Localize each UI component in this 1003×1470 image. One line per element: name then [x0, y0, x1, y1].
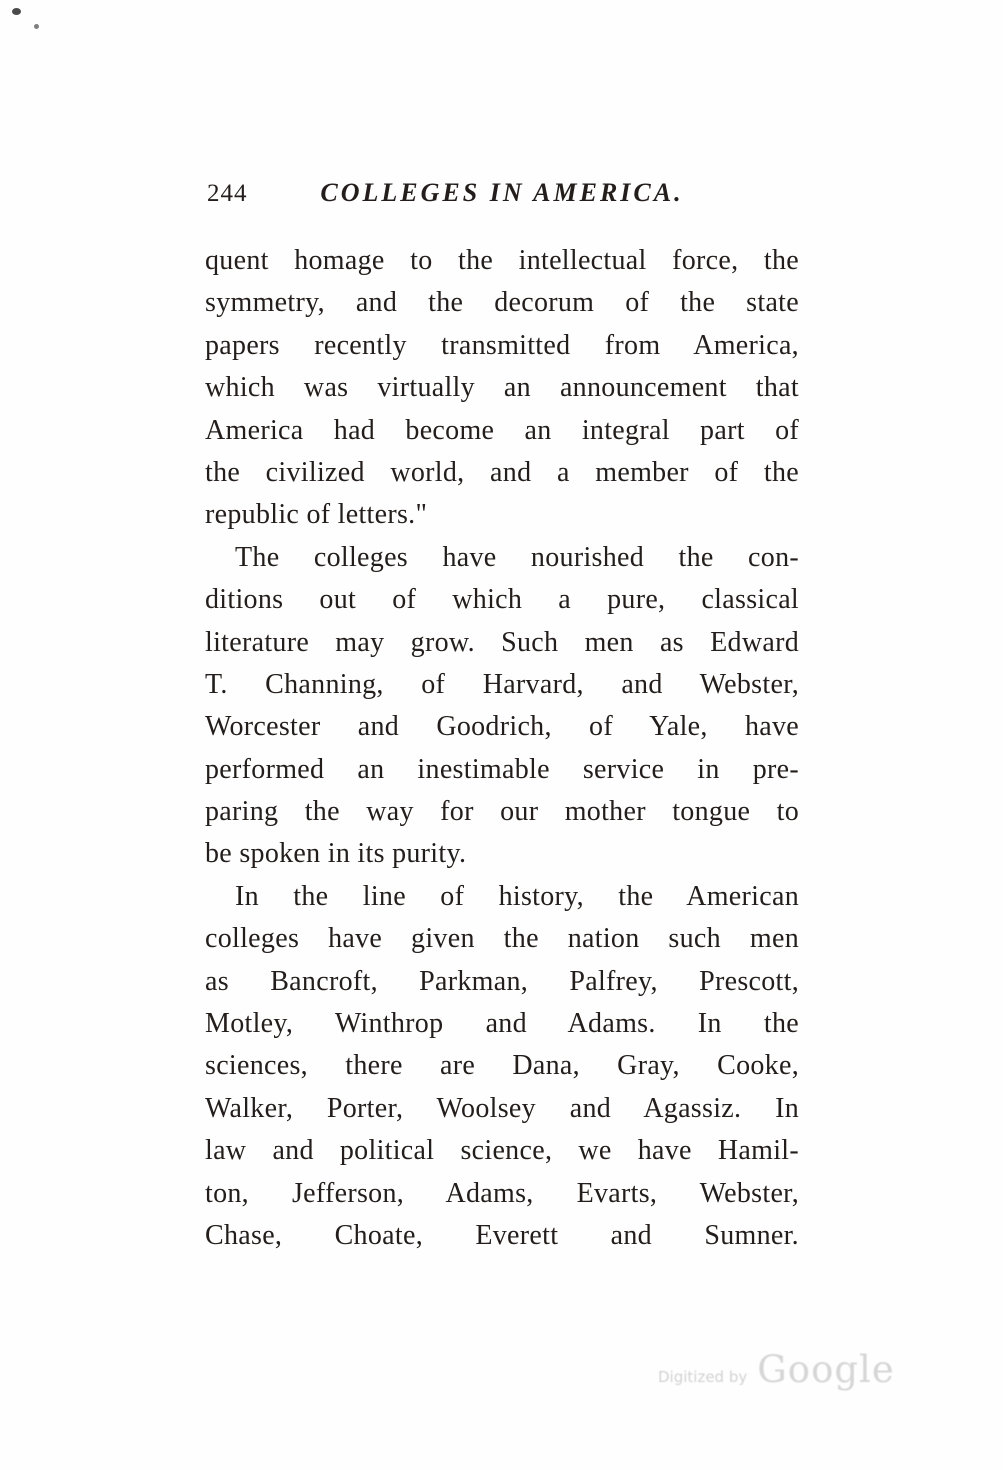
text-line: performed an inestimable service in pre-	[205, 753, 799, 785]
digitized-watermark	[658, 1348, 895, 1391]
text-line: the civilized world, and a member of the	[205, 456, 799, 488]
text-line: papers recently transmitted from America,	[205, 329, 799, 361]
text-line: sciences, there are Dana, Gray, Cooke,	[205, 1050, 799, 1082]
text-line: Worcester and Goodrich, of Yale, have	[205, 711, 799, 743]
watermark-prefix-label: Digitized by	[658, 1368, 748, 1386]
text-line: paring the way for our mother tongue to	[205, 796, 799, 828]
text-line: T. Channing, of Harvard, and Webster,	[205, 668, 799, 700]
paragraph	[205, 876, 799, 1258]
text-line: which was virtually an announcement that	[205, 372, 799, 404]
text-line: Motley, Winthrop and Adams. In the	[205, 1008, 799, 1040]
text-line: colleges have given the nation such men	[205, 923, 799, 955]
paragraph	[205, 240, 799, 537]
paragraph	[205, 537, 799, 876]
text-line: ditions out of which a pure, classical	[205, 584, 799, 616]
text-line: quent homage to the intellectual force, the	[205, 245, 799, 276]
page-header	[205, 176, 799, 212]
page-number: 244	[207, 180, 248, 207]
text-line: In the line of history, the American	[235, 880, 799, 912]
text-line: be spoken in its purity.	[205, 838, 467, 870]
text-line: literature may grow. Such men as Edward	[205, 626, 799, 658]
text-line: Chase, Choate, Everett and Sumner.	[205, 1219, 799, 1251]
google-logo-watermark: Google	[757, 1348, 895, 1391]
scan-artifact	[34, 24, 39, 29]
text-line: Walker, Porter, Woolsey and Agassiz. In	[205, 1092, 799, 1124]
text-line: symmetry, and the decorum of the state	[205, 287, 799, 319]
scan-artifact	[12, 8, 21, 15]
text-line: law and political science, we have Hamil-	[205, 1135, 799, 1167]
running-header-title: COLLEGES IN AMERICA.	[320, 178, 684, 207]
text-line: ton, Jefferson, Adams, Evarts, Webster,	[205, 1177, 799, 1209]
text-line: The colleges have nourished the con-	[235, 541, 799, 573]
text-line: America had become an integral part of	[205, 414, 799, 446]
text-line: as Bancroft, Parkman, Palfrey, Prescott,	[205, 965, 799, 997]
text-line: republic of letters."	[205, 499, 428, 531]
page-body	[205, 240, 799, 1257]
